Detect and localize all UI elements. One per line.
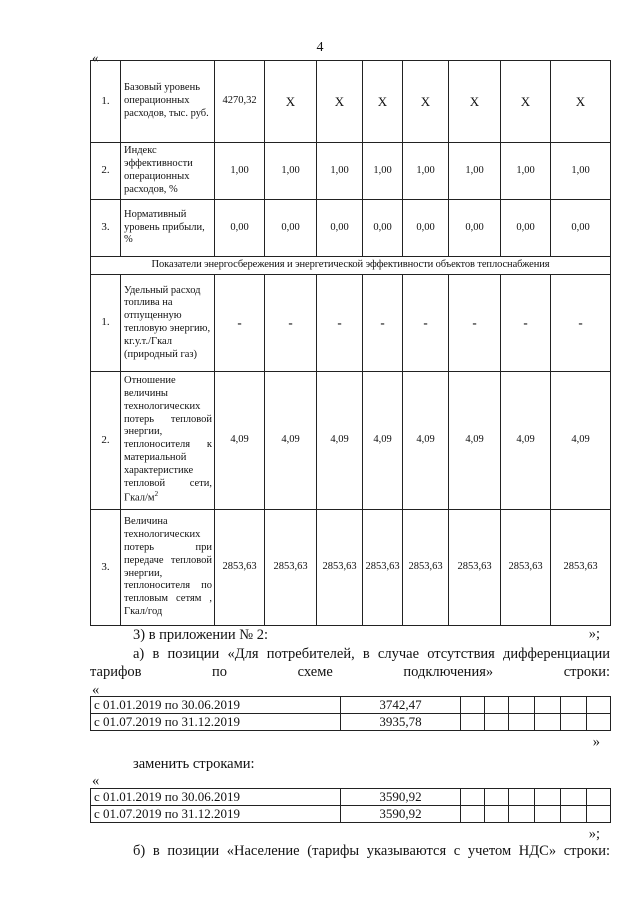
- quote-open-a: «: [92, 682, 100, 698]
- value-cell: 0,00: [265, 200, 317, 257]
- indicator-name: [121, 275, 215, 372]
- tariff-row: [91, 806, 611, 823]
- empty-cell: [461, 697, 485, 714]
- value-cell: 1,00: [215, 143, 265, 200]
- tariff-value: 3590,92: [341, 806, 461, 823]
- value-cell: 0,00: [215, 200, 265, 257]
- value-cell: 1,00: [265, 143, 317, 200]
- empty-cell: [587, 697, 611, 714]
- page-number: 4: [316, 40, 324, 55]
- value-cell: 4,09: [317, 372, 363, 510]
- value-cell: Х: [403, 61, 449, 143]
- tariff-row: [91, 697, 611, 714]
- paragraph-b: б) в позиции «Население (тарифы указываются с учетом НДС» строки:: [133, 843, 610, 859]
- value-cell: 4,09: [551, 372, 611, 510]
- value-cell: -: [363, 275, 403, 372]
- value-cell: -: [551, 275, 611, 372]
- empty-cell: [535, 714, 561, 731]
- value-cell: 0,00: [551, 200, 611, 257]
- indicators-table: [90, 60, 611, 626]
- value-cell: 2853,63: [501, 510, 551, 626]
- value-cell: 4,09: [501, 372, 551, 510]
- empty-cell: [587, 806, 611, 823]
- value-cell: 4,09: [363, 372, 403, 510]
- value-cell: -: [403, 275, 449, 372]
- indicator-name: Нормативный уровень прибыли, %: [121, 200, 215, 257]
- tariff-period: с 01.01.2019 по 30.06.2019: [91, 789, 341, 806]
- row-number: 2.: [91, 143, 121, 200]
- tariff-row: [91, 789, 611, 806]
- tariff-period: с 01.07.2019 по 31.12.2019: [91, 806, 341, 823]
- row-number: 1.: [91, 275, 121, 372]
- tariff-row: [91, 714, 611, 731]
- value-cell: -: [215, 275, 265, 372]
- tariff-value: 3742,47: [341, 697, 461, 714]
- replace-text: заменить строками:: [133, 756, 255, 772]
- value-cell: Х: [449, 61, 501, 143]
- value-cell: 1,00: [317, 143, 363, 200]
- table-row: [91, 510, 611, 626]
- empty-cell: [587, 789, 611, 806]
- table-row: [91, 143, 611, 200]
- value-cell: Х: [501, 61, 551, 143]
- empty-cell: [485, 806, 509, 823]
- value-cell: -: [449, 275, 501, 372]
- empty-cell: [461, 789, 485, 806]
- tariff-value: 3935,78: [341, 714, 461, 731]
- tariff-value: 3590,92: [341, 789, 461, 806]
- value-cell: 0,00: [449, 200, 501, 257]
- indicator-name: [121, 372, 215, 510]
- row-number: 3.: [91, 200, 121, 257]
- indicator-name-text: Величина технологических потерь при передаче тепловой энергии, теплоносителя по тепловым сетям , Гкал/год: [124, 516, 212, 617]
- value-cell: Х: [551, 61, 611, 143]
- indicators-table-body: [91, 61, 611, 626]
- quote-close-b: »;: [588, 826, 600, 842]
- empty-cell: [461, 806, 485, 823]
- value-cell: 2853,63: [449, 510, 501, 626]
- value-cell: -: [265, 275, 317, 372]
- indicator-name-text: Отношение величины технологических потерь тепловой энергии, теплоносителя к материальной характеристике тепловой сети, Гкал/м: [124, 375, 212, 504]
- row-number: 2.: [91, 372, 121, 510]
- empty-cell: [535, 697, 561, 714]
- paragraph-a: а) в позиции «Для потребителей, в случае отсутствия дифференциации тарифов по схеме подключения» строки:: [90, 646, 610, 680]
- value-cell: 4,09: [215, 372, 265, 510]
- indicator-name-text: Удельный расход топлива на отпущенную тепловую энергию, кг.у.т./Гкал (природный газ): [124, 284, 211, 360]
- value-cell: 2853,63: [551, 510, 611, 626]
- empty-cell: [461, 714, 485, 731]
- row-number: 1.: [91, 61, 121, 143]
- row-number: 3.: [91, 510, 121, 626]
- empty-cell: [485, 714, 509, 731]
- value-cell: 1,00: [501, 143, 551, 200]
- value-cell: Х: [265, 61, 317, 143]
- end-quote: »;: [588, 626, 600, 642]
- table-row: [91, 275, 611, 372]
- value-cell: 0,00: [317, 200, 363, 257]
- value-cell: 2853,63: [317, 510, 363, 626]
- value-cell: -: [501, 275, 551, 372]
- empty-cell: [509, 697, 535, 714]
- tariff-table-old: [90, 696, 611, 731]
- value-cell: Х: [363, 61, 403, 143]
- empty-cell: [535, 806, 561, 823]
- quote-open-b: «: [92, 773, 100, 789]
- superscript: 2: [154, 490, 159, 499]
- value-cell: 4,09: [449, 372, 501, 510]
- indicator-name: Базовый уровень операционных расходов, тыс. руб.: [121, 61, 215, 143]
- empty-cell: [561, 697, 587, 714]
- empty-cell: [509, 806, 535, 823]
- table-row: [91, 200, 611, 257]
- value-cell: 4270,32: [215, 61, 265, 143]
- tariff-period: с 01.01.2019 по 30.06.2019: [91, 697, 341, 714]
- value-cell: Х: [317, 61, 363, 143]
- indicator-name: [121, 510, 215, 626]
- section-header-row: [91, 257, 611, 275]
- value-cell: 2853,63: [403, 510, 449, 626]
- tariff-table-new: [90, 788, 611, 823]
- value-cell: 2853,63: [265, 510, 317, 626]
- value-cell: 4,09: [265, 372, 317, 510]
- value-cell: 0,00: [501, 200, 551, 257]
- empty-cell: [509, 714, 535, 731]
- empty-cell: [509, 789, 535, 806]
- value-cell: 2853,63: [363, 510, 403, 626]
- value-cell: 1,00: [363, 143, 403, 200]
- empty-cell: [535, 789, 561, 806]
- value-cell: 1,00: [551, 143, 611, 200]
- value-cell: -: [317, 275, 363, 372]
- empty-cell: [485, 789, 509, 806]
- table-row: [91, 372, 611, 510]
- value-cell: 4,09: [403, 372, 449, 510]
- paragraph-appendix-2: 3) в приложении № 2:: [133, 627, 268, 643]
- table-open-quote: «: [92, 50, 99, 65]
- empty-cell: [561, 714, 587, 731]
- tariff-period: с 01.07.2019 по 31.12.2019: [91, 714, 341, 731]
- value-cell: 1,00: [403, 143, 449, 200]
- quote-close-a: »: [592, 734, 600, 750]
- value-cell: 2853,63: [215, 510, 265, 626]
- section-header: Показатели энергосбережения и энергетической эффективности объектов теплоснабжения: [91, 257, 611, 275]
- indicator-name: Индекс эффективности операционных расходов, %: [121, 143, 215, 200]
- table-row: [91, 61, 611, 143]
- value-cell: 1,00: [449, 143, 501, 200]
- value-cell: 0,00: [403, 200, 449, 257]
- empty-cell: [561, 806, 587, 823]
- empty-cell: [587, 714, 611, 731]
- empty-cell: [561, 789, 587, 806]
- value-cell: 0,00: [363, 200, 403, 257]
- empty-cell: [485, 697, 509, 714]
